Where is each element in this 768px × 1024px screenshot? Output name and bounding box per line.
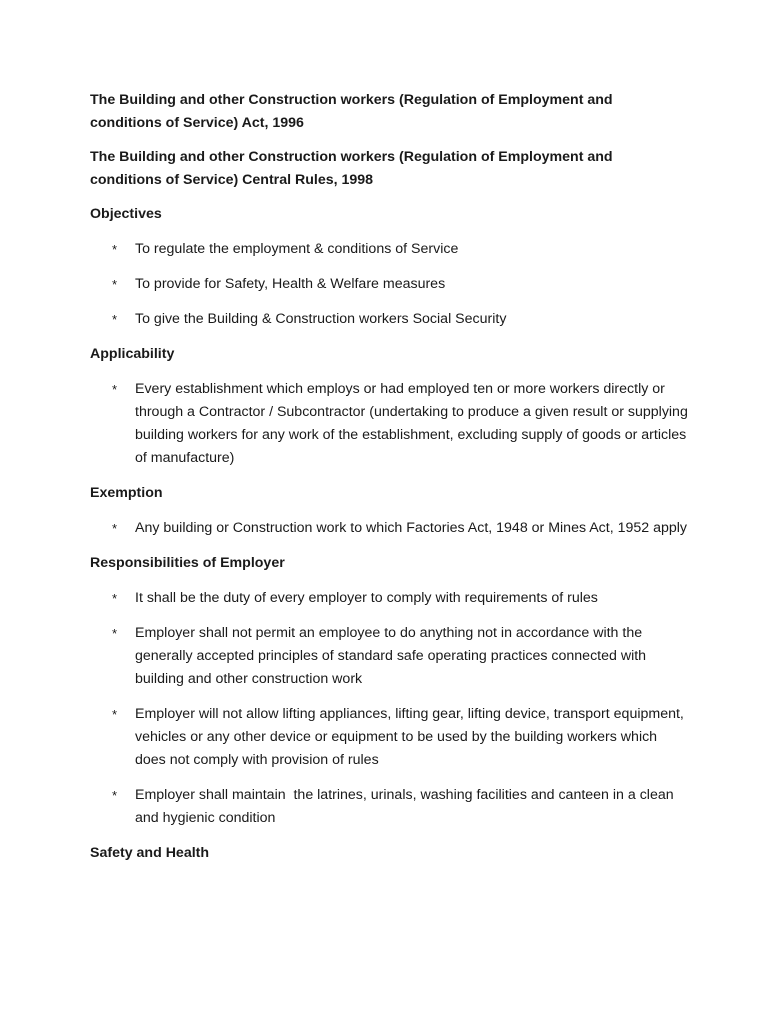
list-item-text: Every establishment which employs or had employed ten or more workers directly or through a Contractor / Subcontractor (undertaking to produce a given result or supplying building workers for any work of the establishment, excluding supply of goods or articles of manufacture) (135, 381, 688, 466)
bullet-asterisk-icon: * (112, 626, 118, 641)
act-title: The Building and other Construction workers (Regulation of Employment and conditions of Service) Act, 1996 (90, 92, 613, 131)
bullet-asterisk-icon: * (112, 382, 118, 397)
list-item (90, 703, 688, 772)
section-heading-responsibilities: Responsibilities of Employer (90, 555, 285, 571)
list-item (90, 784, 688, 830)
list-item (90, 273, 688, 296)
list-item-text: To regulate the employment & conditions of Service (135, 241, 459, 257)
list-item-text: Any building or Construction work to which Factories Act, 1948 or Mines Act, 1952 apply (135, 520, 688, 536)
section-heading-safety-health: Safety and Health (90, 845, 210, 861)
list-item-text: It shall be the duty of every employer to comply with requirements of rules (135, 590, 598, 606)
section-heading-objectives: Objectives (90, 206, 162, 222)
list-item-text: Employer will not allow lifting appliances, lifting gear, lifting device, transport equipment, vehicles or any other device or equipment to be used by the building workers which does not comply with provision of rules (135, 706, 684, 768)
bullet-asterisk-icon: * (112, 521, 118, 536)
bullet-asterisk-icon: * (112, 312, 118, 327)
section-heading-exemption: Exemption (90, 485, 163, 501)
bullet-asterisk-icon: * (112, 707, 118, 722)
objectives-list (90, 238, 688, 331)
list-item (90, 238, 688, 261)
responsibilities-list (90, 587, 688, 830)
list-item (90, 308, 688, 331)
bullet-asterisk-icon: * (112, 277, 118, 292)
bullet-asterisk-icon: * (112, 788, 118, 803)
exemption-list (90, 517, 688, 540)
list-item-text: Employer shall maintain the latrines, urinals, washing facilities and canteen in a clean and hygienic condition (135, 787, 678, 826)
list-item-text: Employer shall not permit an employee to do anything not in accordance with the generally accepted principles of standard safe operating practices connected with building and other construction work (135, 625, 647, 687)
rules-title: The Building and other Construction workers (Regulation of Employment and conditions of Service) Central Rules, 1998 (90, 149, 613, 188)
list-item (90, 622, 688, 691)
list-item (90, 587, 688, 610)
section-heading-applicability: Applicability (90, 346, 175, 362)
list-item (90, 378, 688, 470)
list-item (90, 517, 688, 540)
list-item-text: To give the Building & Construction workers Social Security (135, 311, 507, 327)
bullet-asterisk-icon: * (112, 242, 118, 257)
bullet-asterisk-icon: * (112, 591, 118, 606)
list-item-text: To provide for Safety, Health & Welfare measures (135, 276, 446, 292)
applicability-list (90, 378, 688, 470)
